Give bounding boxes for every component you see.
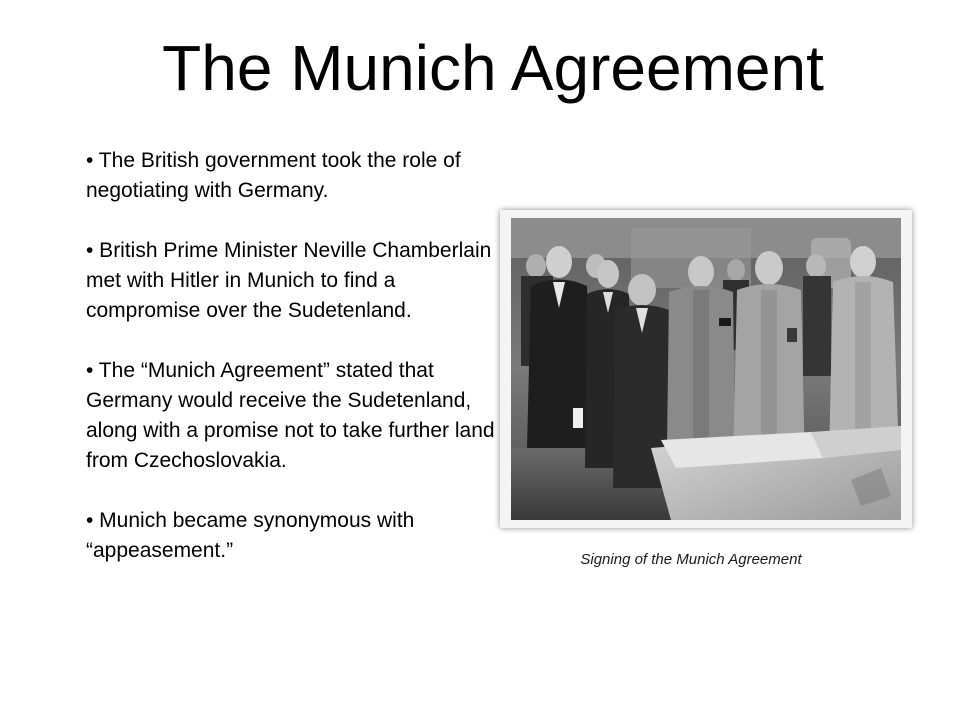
bullet-item: • Munich became synonymous with “appeasement.” <box>86 509 415 562</box>
historical-photo <box>511 218 901 520</box>
bullet-item: • British Prime Minister Neville Chamberlain met with Hitler in Munich to find a compromise over the Sudetenland. <box>86 239 492 322</box>
photo-caption: Signing of the Munich Agreement <box>580 551 802 568</box>
photo-frame <box>500 210 912 528</box>
slide-title: The Munich Agreement <box>162 32 824 104</box>
bullet-item: • The “Munich Agreement” stated that Germany would receive the Sudetenland, along with a promise not to take further land from Czechoslovakia. <box>86 359 495 472</box>
bullet-list <box>86 146 496 566</box>
bullet-item: • The British government took the role of negotiating with Germany. <box>86 149 461 202</box>
